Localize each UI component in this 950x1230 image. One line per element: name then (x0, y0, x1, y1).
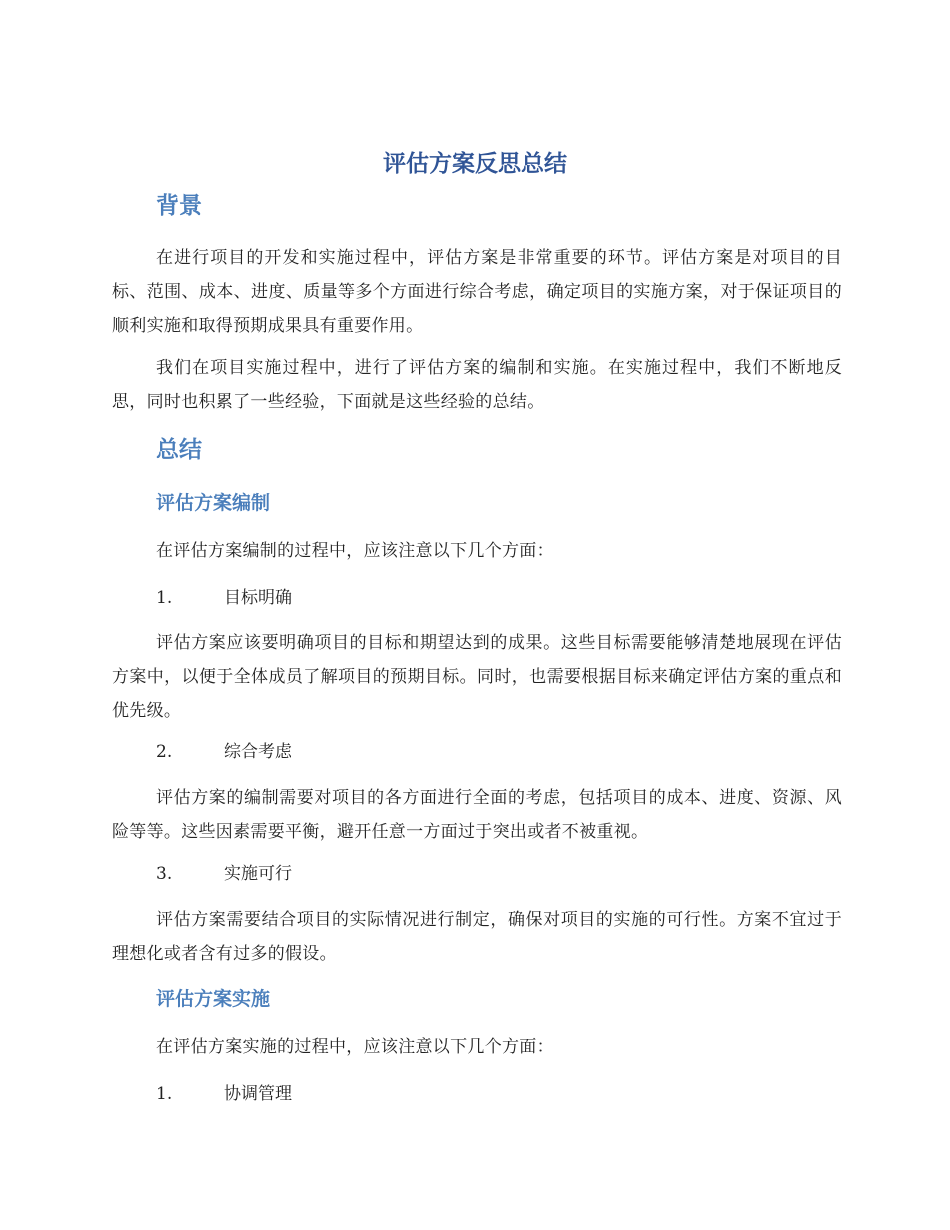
heading-summary: 总结 (156, 437, 202, 463)
list-label: 实施可行 (224, 864, 292, 884)
list-number: 1. (156, 1084, 173, 1104)
implement-intro: 在评估方案实施的过程中，应该注意以下几个方面： (156, 1037, 554, 1057)
implement-list-item-1 (156, 1079, 292, 1109)
compile-list-item-1 (156, 583, 292, 613)
list-number: 2. (156, 742, 173, 762)
list-label: 协调管理 (224, 1084, 292, 1104)
heading-implement: 评估方案实施 (156, 988, 271, 1010)
compile-list-item-3 (156, 859, 292, 889)
background-paragraph-2: 我们在项目实施过程中，进行了评估方案的编制和实施。在实施过程中，我们不断地反思，同时也积累了一些经验，下面就是这些经验的总结。 (112, 358, 842, 412)
list-number: 3. (156, 864, 173, 884)
compile-list-item-2 (156, 737, 292, 767)
list-label: 综合考虑 (224, 742, 292, 762)
list-number: 1. (156, 588, 173, 608)
heading-background: 背景 (156, 193, 202, 219)
background-paragraph-1: 在进行项目的开发和实施过程中，评估方案是非常重要的环节。评估方案是对项目的目标、范围、成本、进度、质量等多个方面进行综合考虑，确定项目的实施方案，对于保证项目的顺利实施和取得预期成果具有重要作用。 (112, 248, 842, 336)
document-title: 评估方案反思总结 (383, 151, 567, 177)
compile-item-2-paragraph: 评估方案的编制需要对项目的各方面进行全面的考虑，包括项目的成本、进度、资源、风险等等。这些因素需要平衡，避开任意一方面过于突出或者不被重视。 (112, 788, 842, 842)
compile-item-3-paragraph: 评估方案需要结合项目的实际情况进行制定，确保对项目的实施的可行性。方案不宜过于理想化或者含有过多的假设。 (112, 910, 842, 964)
heading-compile: 评估方案编制 (156, 492, 271, 514)
compile-intro: 在评估方案编制的过程中，应该注意以下几个方面： (156, 541, 554, 561)
list-label: 目标明确 (224, 588, 292, 608)
compile-item-1-paragraph: 评估方案应该要明确项目的目标和期望达到的成果。这些目标需要能够清楚地展现在评估方案中，以便于全体成员了解项目的预期目标。同时，也需要根据目标来确定评估方案的重点和优先级。 (112, 633, 842, 721)
